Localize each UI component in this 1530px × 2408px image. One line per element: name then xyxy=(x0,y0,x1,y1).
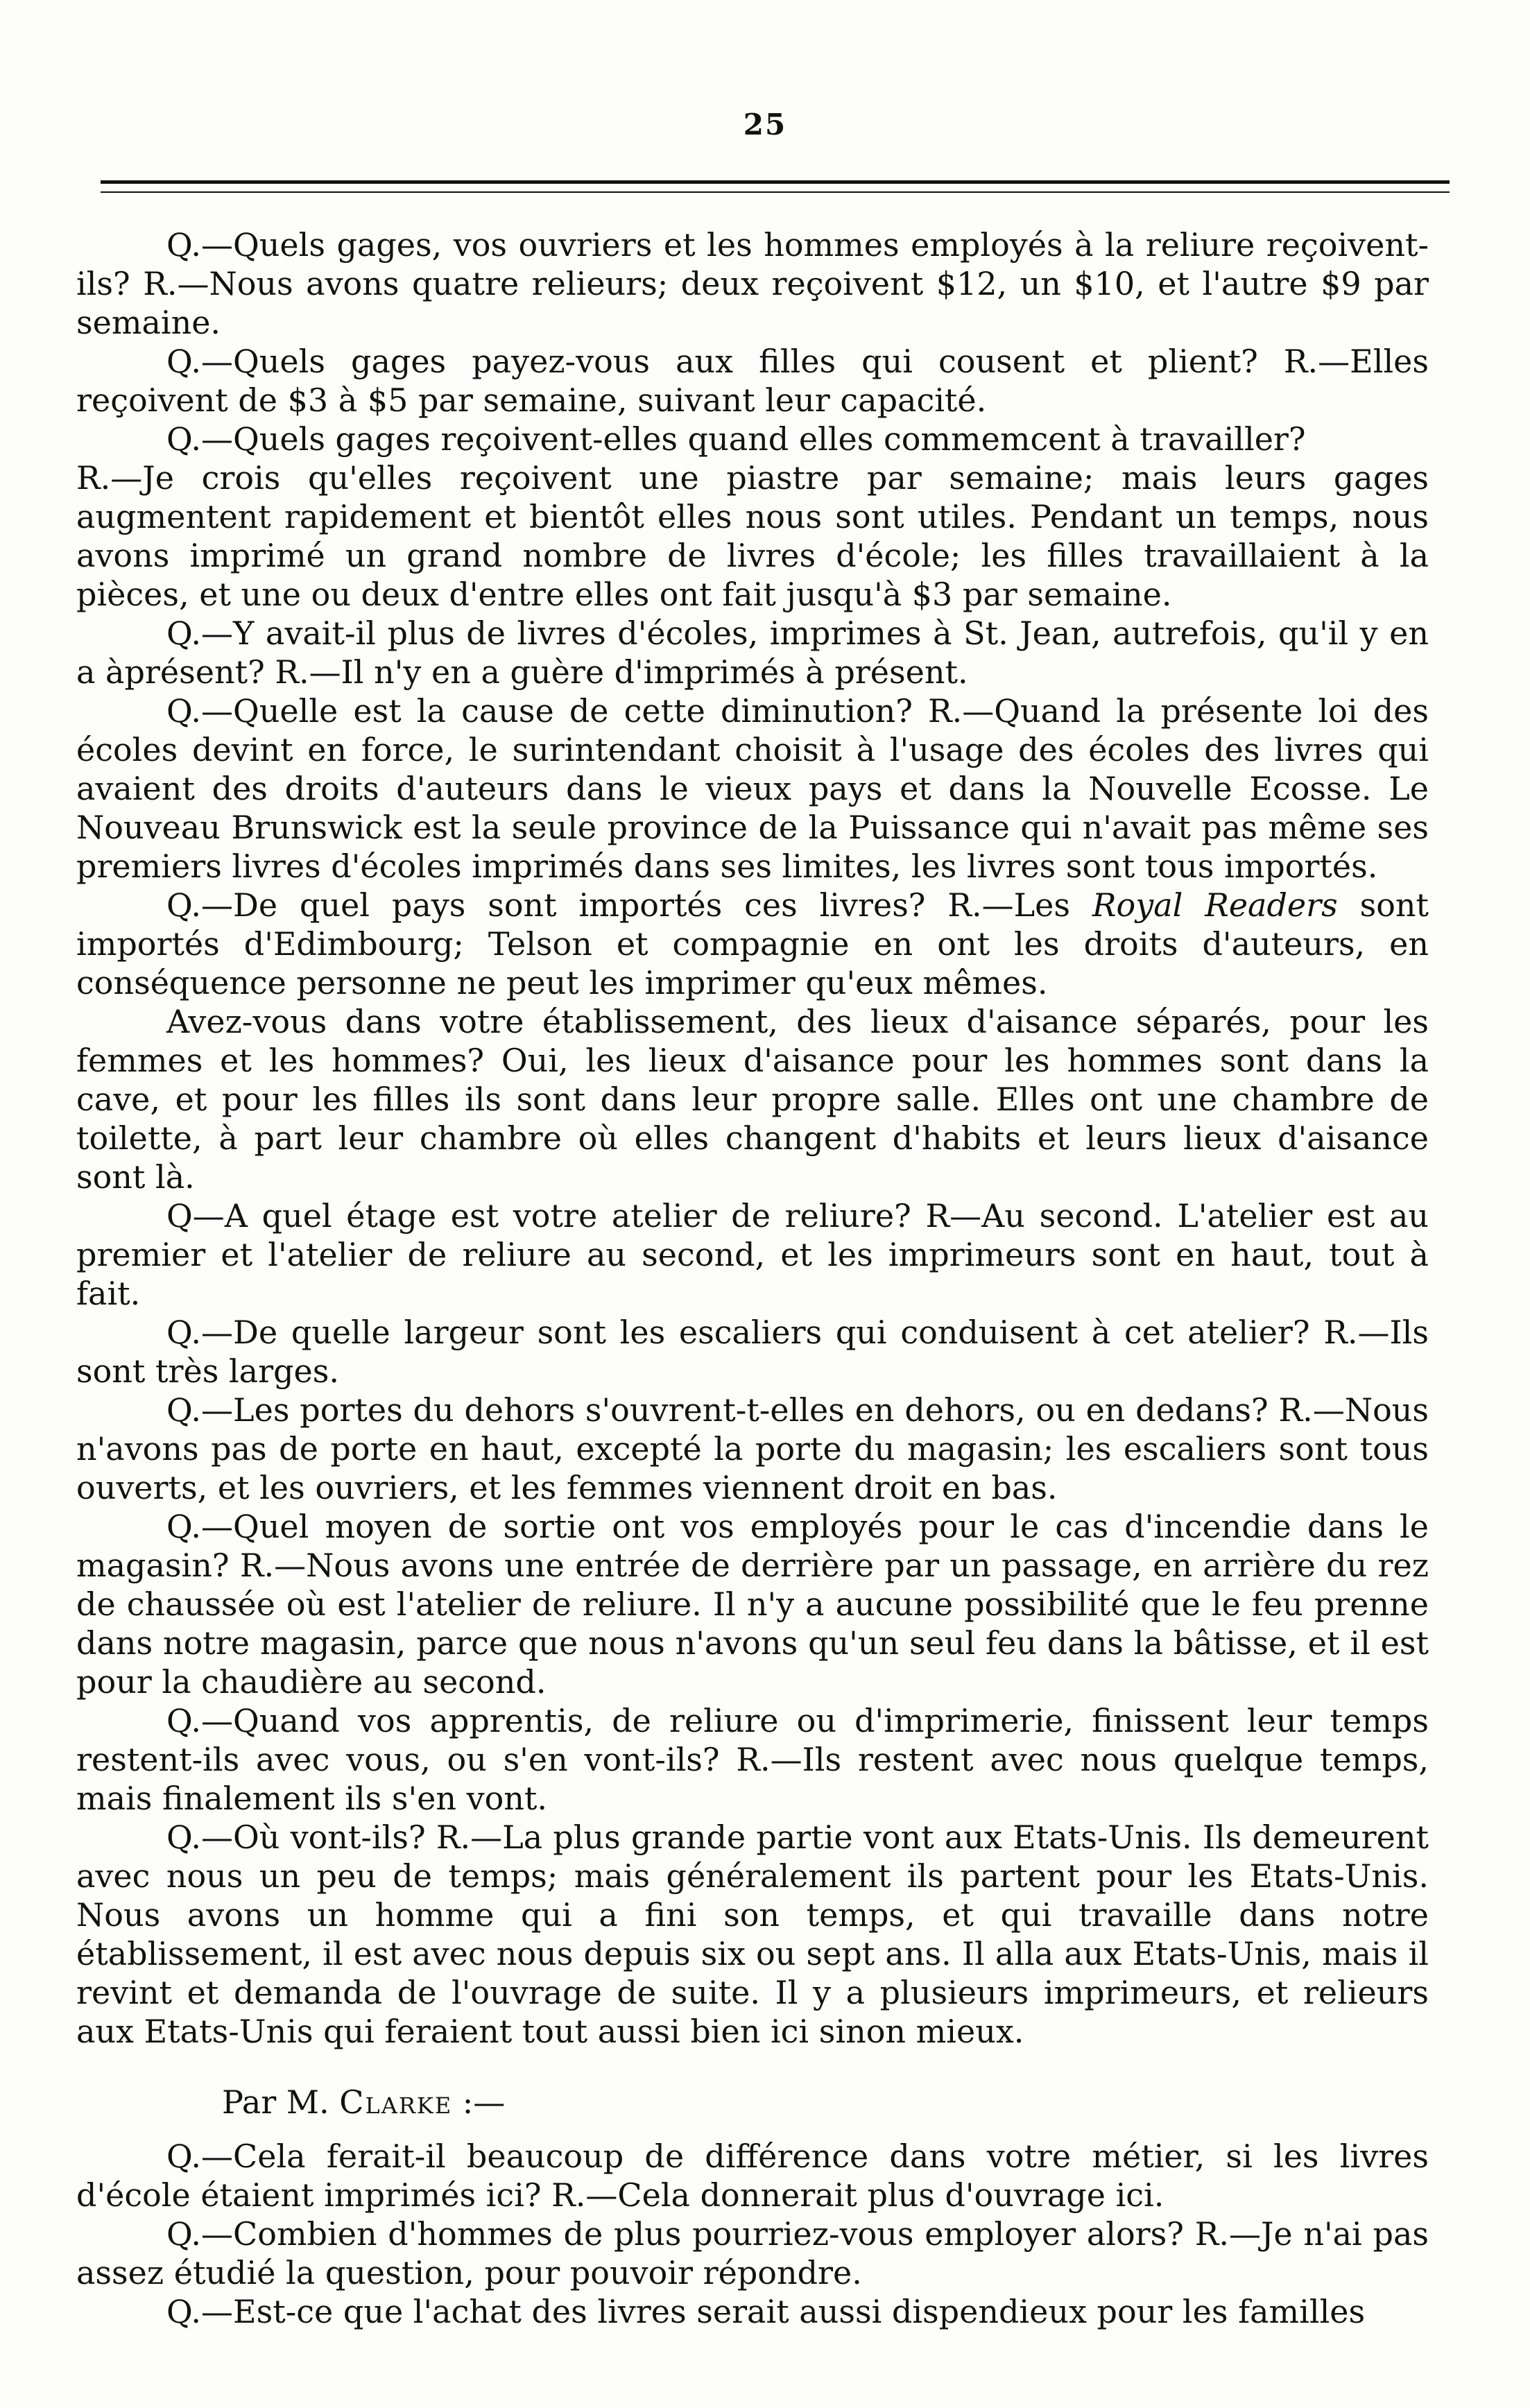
answer-text: —Nous n'avons pas de porte en haut, excepté la porte du magasin; les escaliers sont tous ouverts, et les ouvriers, et les femmes viennent droit en bas. xyxy=(76,1391,1429,1506)
question-text: —Y avait-il plus de livres d'écoles, imprimes à St. Jean, autrefois, qu'il y en a àprésent? xyxy=(76,614,1429,691)
q-label: Q. xyxy=(166,2138,202,2175)
r-label: R. xyxy=(551,2176,586,2214)
qa-paragraph xyxy=(76,420,1429,614)
question-text: —Où vont-ils? xyxy=(201,1818,426,1856)
question-text: —Quels gages reçoivent-elles quand elles commemcent à travailler? xyxy=(201,420,1306,458)
r-label: R. xyxy=(1323,1314,1358,1351)
answer-text: —Au second. L'atelier est au premier et l'atelier de reliure au second, et les imprimeurs sont en haut, tout à fait. xyxy=(76,1197,1429,1312)
answer-text: —Quand la présente loi des écoles devint en force, le surintendant choisit à l'usage des écoles des livres qui avaient des droits d'auteurs dans le vieux pays et dans la Nouvelle Ecosse. Le Nouveau Brunswick est la seule province de la Puissance qui n'avait pas même ses premiers livres d'écoles imprimés dans ses limites, les livres sont tous importés. xyxy=(76,692,1429,885)
r-label: R. xyxy=(928,692,963,730)
answer-text-pre: —Les xyxy=(981,886,1092,924)
answer-text: —Ils sont très larges. xyxy=(76,1314,1429,1390)
speaker-name: Clarke xyxy=(339,2083,453,2121)
speaker-heading xyxy=(76,2083,1429,2122)
answer-text: —Nous avons une entrée de derrière par un passage, en arrière du rez de chaussée où est l'atelier de reliure. Il n'y a aucune possibilité que le feu prenne dans notre magasin, parce que nous n'avons qu'un seul feu dans la bâtisse, et il est pour la chaudière au second. xyxy=(76,1547,1429,1701)
q-label: Q xyxy=(166,1197,193,1235)
r-label: R. xyxy=(143,265,178,302)
question-text: —Quels gages, vos ouvriers et les hommes employés à la reliure reçoivent-ils? xyxy=(76,226,1429,302)
question-text: —Quelle est la cause de cette diminution? xyxy=(201,692,913,730)
question-text: —Cela ferait-il beaucoup de différence dans votre métier, si les livres d'école étaient imprimés ici? xyxy=(76,2138,1429,2214)
qa-paragraph xyxy=(76,1818,1429,2051)
answer-text: —Il n'y en a guère d'imprimés à présent. xyxy=(309,653,968,691)
r-label: R. xyxy=(736,1741,771,1778)
qa-paragraph xyxy=(76,1507,1429,1701)
answer-text: —Je n'ai pas assez étudié la question, pour pouvoir répondre. xyxy=(76,2215,1429,2291)
q-label: Q. xyxy=(166,1508,202,1545)
q-label: Q. xyxy=(166,1702,202,1739)
qa-paragraph xyxy=(76,1313,1429,1391)
page-number: 25 xyxy=(743,108,787,141)
r-label: R. xyxy=(275,653,309,691)
plain-paragraph: Avez-vous dans votre établissement, des lieux d'aisance séparés, pour les femmes et les hommes? Oui, les lieux d'aisance pour les hommes sont dans la cave, et pour les filles ils sont dans leur propre salle. Elles ont une chambre de toilette, à part leur chambre où elles changent d'habits et leurs lieux d'aisance sont là. xyxy=(76,1003,1429,1196)
qa-paragraph xyxy=(76,225,1429,342)
answer-text: —Cela donnerait plus d'ouvrage ici. xyxy=(585,2176,1164,2214)
answer-text: —La plus grande partie vont aux Etats-Unis. Ils demeurent avec nous un peu de temps; mais généralement ils partent pour les Etats-Unis. Nous avons un homme qui a fini son temps, et qui travaille dans notre établissement, il est avec nous depuis six ou sept ans. Il alla aux Etats-Unis, mais il revint et demanda de l'ouvrage de suite. Il y a plusieurs imprimeurs, et relieurs aux Etats-Unis qui feraient tout aussi bien ici sinon mieux. xyxy=(76,1818,1429,2050)
q-label: Q. xyxy=(166,1314,202,1351)
question-text: —Quels gages payez-vous aux filles qui cousent et plient? xyxy=(201,343,1258,380)
q-label: Q. xyxy=(166,1818,202,1856)
header-rule-thick xyxy=(101,180,1450,184)
q-label: Q. xyxy=(166,614,202,652)
qa-paragraph xyxy=(76,691,1429,886)
q-label: Q. xyxy=(166,1391,202,1429)
answer-text: —Ils restent avec nous quelque temps, mais finalement ils s'en vont. xyxy=(76,1741,1429,1817)
question-text: —Quand vos apprentis, de reliure ou d'imprimerie, finissent leur temps restent-ils avec vous, ou s'en vont-ils? xyxy=(76,1702,1429,1778)
answer-text: —Je crois qu'elles reçoivent une piastre par semaine; mais leurs gages augmentent rapidement et bientôt elles nous sont utiles. Pendant un temps, nous avons imprimé un grand nombre de livres d'école; les filles travaillaient à la pièces, et une ou deux d'entre elles ont fait jusqu'à $3 par semaine. xyxy=(76,459,1429,613)
q-label: Q. xyxy=(166,2215,202,2253)
r-label: R. xyxy=(1283,343,1318,380)
qa-paragraph-truncated xyxy=(76,2292,1429,2331)
q-label: Q. xyxy=(166,226,202,264)
speaker-suffix: :— xyxy=(452,2083,506,2121)
qa-paragraph xyxy=(76,342,1429,420)
body-text xyxy=(76,225,1429,2331)
question-text: —De quel pays sont importés ces livres? xyxy=(201,886,926,924)
speaker-prefix: Par M. xyxy=(222,2083,340,2121)
r-label: R. xyxy=(436,1818,471,1856)
r-label: R. xyxy=(947,886,982,924)
answer-text: —Nous avons quatre relieurs; deux reçoivent $12, un $10, et l'autre $9 par semaine. xyxy=(76,265,1429,341)
question-text: —A quel étage est votre atelier de reliure? xyxy=(192,1197,911,1235)
question-text: —Combien d'hommes de plus pourriez-vous employer alors? xyxy=(201,2215,1184,2253)
r-label: R. xyxy=(1278,1391,1313,1429)
book-title-italic: Royal Readers xyxy=(1092,886,1338,924)
r-label: R. xyxy=(1194,2215,1229,2253)
qa-paragraph xyxy=(76,614,1429,691)
qa-paragraph xyxy=(76,1391,1429,1507)
r-label: R. xyxy=(239,1547,275,1584)
qa-paragraph xyxy=(76,1701,1429,1818)
answer-text: sont importés d'Edimbourg; Telson et compagnie en ont les droits d'auteurs, en conséquence personne ne peut les imprimer qu'eux mêmes. xyxy=(76,886,1429,1001)
q-label: Q. xyxy=(166,2293,202,2330)
qa-paragraph xyxy=(76,2214,1429,2292)
question-text: —Est-ce que l'achat des livres serait aussi dispendieux pour les familles xyxy=(201,2293,1366,2330)
q-label: Q. xyxy=(166,420,202,458)
header-rule-thin xyxy=(101,191,1450,193)
answer-text: —Elles reçoivent de $3 à $5 par semaine, suivant leur capacité. xyxy=(76,343,1429,419)
qa-paragraph xyxy=(76,1196,1429,1313)
question-text: —Les portes du dehors s'ouvrent-t-elles en dehors, ou en dedans? xyxy=(201,1391,1269,1429)
r-label: R xyxy=(925,1197,950,1235)
qa-paragraph xyxy=(76,2137,1429,2214)
question-text: —De quelle largeur sont les escaliers qui conduisent à cet atelier? xyxy=(201,1314,1310,1351)
question-text: —Quel moyen de sortie ont vos employés pour le cas d'incendie dans le magasin? xyxy=(76,1508,1429,1584)
q-label: Q. xyxy=(166,692,202,730)
r-label: R. xyxy=(76,459,111,497)
qa-paragraph xyxy=(76,886,1429,1002)
q-label: Q. xyxy=(166,343,202,380)
q-label: Q. xyxy=(166,886,202,924)
